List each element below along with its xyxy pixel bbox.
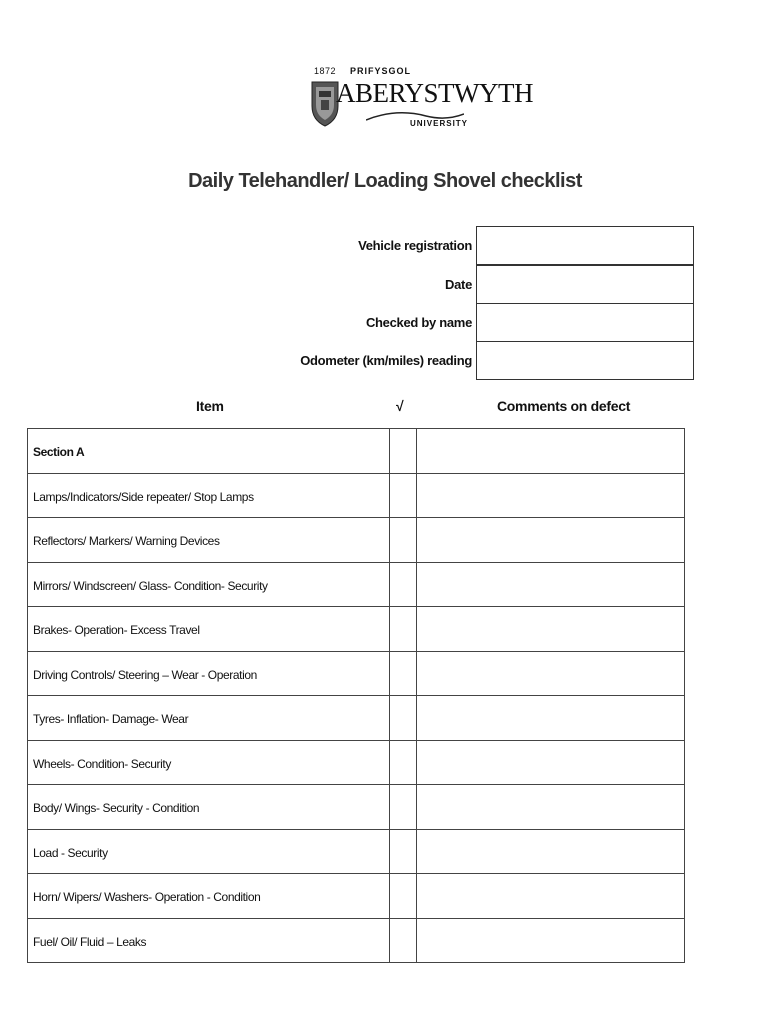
date-row [280,265,694,304]
check-column-header: √ [396,398,404,414]
odometer-row [280,341,694,380]
check-box[interactable] [389,518,417,562]
comment-field[interactable] [416,429,684,473]
page-title: Daily Telehandler/ Loading Shovel checklist [188,170,582,192]
check-box[interactable] [389,474,417,518]
row-item-label: Wheels- Condition- Security [33,756,171,771]
table-row [27,741,685,786]
logo-year: 1872 [314,66,337,76]
date-label: Date [445,277,472,292]
check-box[interactable] [389,741,417,785]
checked-by-field[interactable] [476,303,694,342]
comment-field[interactable] [416,874,684,918]
check-box[interactable] [389,429,417,473]
comment-field[interactable] [416,607,684,651]
row-item-label: Tyres- Inflation- Damage- Wear [33,712,189,726]
vehicle-registration-field[interactable] [476,226,694,265]
odometer-field[interactable] [476,341,694,380]
logo-name: ABERYSTWYTH [336,78,533,108]
row-item-label: Reflectors/ Markers/ Warning Devices [33,534,220,548]
check-box[interactable] [389,830,417,874]
logo-prefix: PRIFYSGOL [350,66,412,76]
table-row [27,429,685,474]
row-item-label: Load - Security [33,845,108,860]
row-item-label: Section A [33,445,85,459]
comment-field[interactable] [416,518,684,562]
logo-suffix: UNIVERSITY [410,119,469,128]
row-item-label: Brakes- Operation- Excess Travel [33,623,200,637]
check-box[interactable] [389,874,417,918]
checked-by-label: Checked by name [365,315,472,330]
row-item-label: Fuel/ Oil/ Fluid – Leaks [33,934,147,949]
row-item-label: Lamps/Indicators/Side repeater/ Stop Lamps [33,489,254,504]
table-row [27,830,685,875]
item-column-header: Item [196,398,224,414]
comment-field[interactable] [416,919,684,963]
check-box[interactable] [389,563,417,607]
comment-field[interactable] [416,696,684,740]
table-row [27,785,685,830]
university-logo [306,66,533,132]
row-item-label: Mirrors/ Windscreen/ Glass- Condition- Security [33,578,268,593]
table-row [27,474,685,519]
check-box[interactable] [389,919,417,963]
check-box[interactable] [389,607,417,651]
table-row [27,696,685,741]
row-item-label: Horn/ Wipers/ Washers- Operation - Condition [33,890,261,904]
comment-field[interactable] [416,830,684,874]
table-row [27,919,685,964]
table-row [27,607,685,652]
check-box[interactable] [389,652,417,696]
row-item-label: Body/ Wings- Security - Condition [33,801,200,815]
comment-field[interactable] [416,741,684,785]
checklist-table [27,428,685,963]
comment-field[interactable] [416,563,684,607]
row-item-label: Driving Controls/ Steering – Wear - Operation [33,667,257,682]
checked-by-row [280,303,694,342]
table-row [27,563,685,608]
check-box[interactable] [389,696,417,740]
comments-column-header: Comments on defect [497,398,631,414]
comment-field[interactable] [416,785,684,829]
comment-field[interactable] [416,652,684,696]
odometer-label: Odometer (km/miles) reading [300,353,472,368]
table-row [27,874,685,919]
vehicle-registration-label: Vehicle registration [358,238,472,253]
table-row [27,652,685,697]
table-row [27,518,685,563]
date-field[interactable] [476,265,694,304]
vehicle-registration-row [280,226,694,265]
comment-field[interactable] [416,474,684,518]
check-box[interactable] [389,785,417,829]
